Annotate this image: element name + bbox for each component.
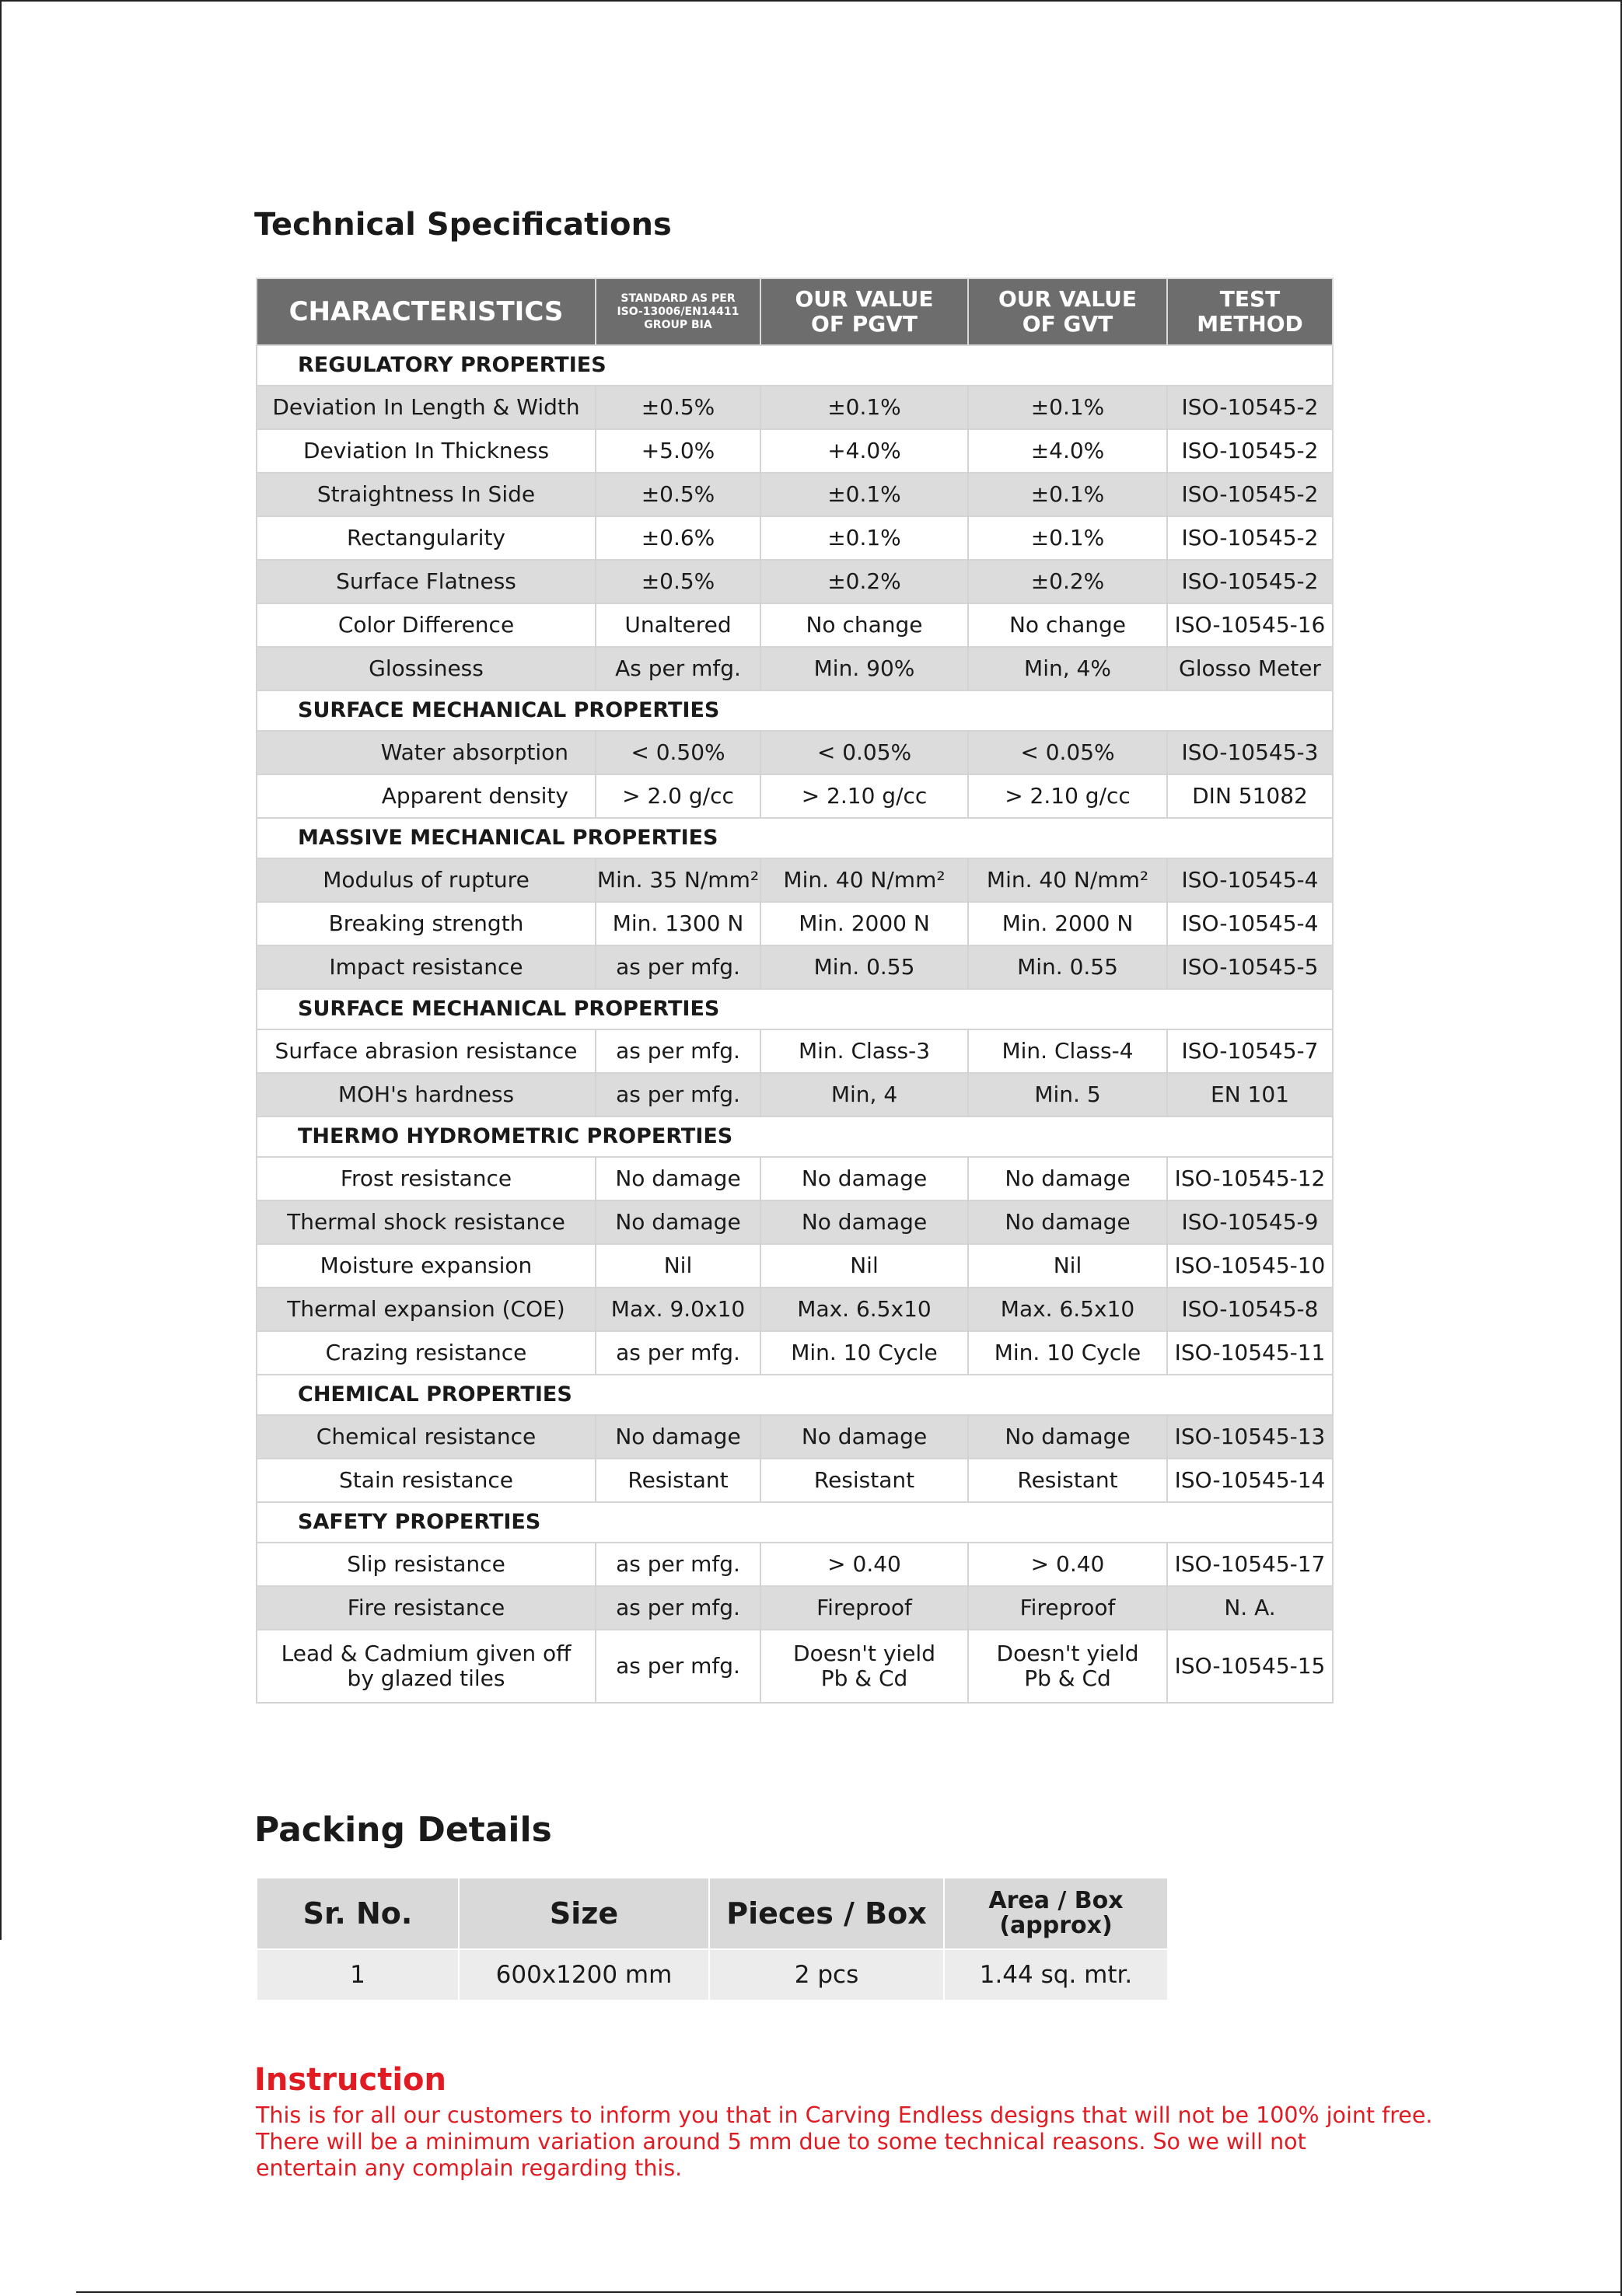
packing-cell: 600x1200 mm [459,1949,709,2001]
cell-pgvt: Resistant [760,1459,968,1502]
cell-characteristic: Straightness In Side [257,473,596,516]
cell-standard: +5.0% [596,429,760,473]
cell-gvt: ±0.1% [968,473,1167,516]
cell-test-method: ISO-10545-2 [1167,429,1333,473]
packing-title: Packing Details [254,1810,552,1850]
spec-row [257,560,1333,603]
spec-row [257,774,1333,818]
header-gvt-line: OF GVT [1022,311,1113,337]
cell-characteristic: Chemical resistance [257,1415,596,1459]
header-standard [596,278,760,345]
spec-row [257,1200,1333,1244]
instruction-line: There will be a minimum variation around 5 mm due to some technical reasons. So we will not [256,2129,1306,2154]
section-header-row [257,345,1333,386]
cell-standard: as per mfg. [596,1586,760,1630]
cell-standard: > 2.0 g/cc [596,774,760,818]
cell-pgvt: ±0.2% [760,560,968,603]
cell-pgvt: +4.0% [760,429,968,473]
cell-gvt: > 2.10 g/cc [968,774,1167,818]
cell-standard: ±0.5% [596,560,760,603]
cell-test-method: ISO-10545-16 [1167,603,1333,647]
cell-test-method: EN 101 [1167,1073,1333,1117]
cell-characteristic: Frost resistance [257,1157,596,1200]
packing-header-cell: Pieces / Box [709,1878,944,1949]
spec-row [257,1543,1333,1586]
header-test-line: METHOD [1197,311,1303,337]
cell-pgvt: Min. 0.55 [760,945,968,989]
cell-standard: Max. 9.0x10 [596,1288,760,1331]
cell-characteristic: Stain resistance [257,1459,596,1502]
header-gvt-line: OUR VALUE [998,286,1137,312]
cell-gvt: Min. 40 N/mm² [968,858,1167,902]
cell-characteristic: Fire resistance [257,1586,596,1630]
section-header-row [257,1117,1333,1157]
cell-test-method: ISO-10545-11 [1167,1331,1333,1375]
page-border-bottom [76,2291,1622,2293]
spec-table-body [257,345,1333,1703]
spec-title: Technical Specifications [254,207,672,243]
cell-gvt: Max. 6.5x10 [968,1288,1167,1331]
cell-gvt: No change [968,603,1167,647]
cell-standard: No damage [596,1200,760,1244]
spec-row [257,1029,1333,1073]
page-border-top [0,0,1622,2]
cell-characteristic: Breaking strength [257,902,596,945]
cell-standard: Resistant [596,1459,760,1502]
packing-header-row [257,1878,1168,1949]
spec-row [257,1157,1333,1200]
cell-pgvt: ±0.1% [760,473,968,516]
cell-gvt: Min. 5 [968,1073,1167,1117]
cell-standard: as per mfg. [596,1331,760,1375]
spec-row [257,1415,1333,1459]
cell-standard: As per mfg. [596,647,760,690]
spec-row [257,603,1333,647]
cell-characteristic: Glossiness [257,647,596,690]
cell-test-method: ISO-10545-10 [1167,1244,1333,1288]
cell-test-method: ISO-10545-15 [1167,1630,1333,1703]
cell-standard: Min. 1300 N [596,902,760,945]
section-title: THERMO HYDROMETRIC PROPERTIES [257,1117,1333,1157]
header-pgvt [760,278,968,345]
cell-pgvt: ±0.1% [760,386,968,429]
cell-standard: ±0.5% [596,386,760,429]
spec-row [257,1288,1333,1331]
cell-characteristic: MOH's hardness [257,1073,596,1117]
cell-characteristic: Slip resistance [257,1543,596,1586]
cell-characteristic: Water absorption [257,731,596,774]
cell-standard: No damage [596,1415,760,1459]
cell-gvt: ±0.2% [968,560,1167,603]
cell-pgvt: < 0.05% [760,731,968,774]
cell-characteristic: Thermal shock resistance [257,1200,596,1244]
cell-characteristic: Surface abrasion resistance [257,1029,596,1073]
cell-standard: as per mfg. [596,1630,760,1703]
cell-gvt: > 0.40 [968,1543,1167,1586]
section-title: SAFETY PROPERTIES [257,1502,1333,1543]
cell-test-method: N. A. [1167,1586,1333,1630]
cell-pgvt: Min. 40 N/mm² [760,858,968,902]
cell-test-method: ISO-10545-7 [1167,1029,1333,1073]
header-characteristics: CHARACTERISTICS [257,278,596,345]
cell-gvt: Min. 0.55 [968,945,1167,989]
section-header-row [257,690,1333,731]
cell-test-method: ISO-10545-5 [1167,945,1333,989]
cell-test-method: ISO-10545-2 [1167,516,1333,560]
section-title: CHEMICAL PROPERTIES [257,1375,1333,1415]
spec-row [257,731,1333,774]
section-header-row [257,1502,1333,1543]
cell-test-method: Glosso Meter [1167,647,1333,690]
instruction-line: This is for all our customers to inform you that in Carving Endless designs that will not be 100% joint free. [256,2102,1433,2128]
cell-gvt: No damage [968,1157,1167,1200]
section-title: MASSIVE MECHANICAL PROPERTIES [257,818,1333,858]
cell-characteristic: Deviation In Thickness [257,429,596,473]
spec-row [257,1630,1333,1703]
cell-test-method: ISO-10545-4 [1167,858,1333,902]
spec-row [257,429,1333,473]
spec-row [257,945,1333,989]
cell-pgvt: Fireproof [760,1586,968,1630]
section-title: REGULATORY PROPERTIES [257,345,1333,386]
header-pgvt-line: OF PGVT [811,311,918,337]
cell-pgvt: > 0.40 [760,1543,968,1586]
cell-pgvt: Min. 90% [760,647,968,690]
packing-header-cell: Sr. No. [257,1878,459,1949]
cell-test-method: ISO-10545-2 [1167,386,1333,429]
cell-test-method: ISO-10545-13 [1167,1415,1333,1459]
cell-characteristic: Deviation In Length & Width [257,386,596,429]
cell-pgvt: Min. Class-3 [760,1029,968,1073]
packing-cell: 1 [257,1949,459,2001]
header-pgvt-line: OUR VALUE [795,286,934,312]
cell-gvt: ±0.1% [968,516,1167,560]
spec-row [257,516,1333,560]
section-header-row [257,818,1333,858]
cell-test-method: ISO-10545-2 [1167,560,1333,603]
cell-pgvt: No damage [760,1415,968,1459]
cell-characteristic: Surface Flatness [257,560,596,603]
section-header-row [257,989,1333,1029]
spec-table-header [257,278,1333,345]
cell-gvt: Min, 4% [968,647,1167,690]
packing-table [256,1877,1169,2001]
spec-row [257,858,1333,902]
cell-pgvt: ±0.1% [760,516,968,560]
packing-header-cell: Area / Box (approx) [944,1878,1168,1949]
cell-characteristic: Moisture expansion [257,1244,596,1288]
instruction-title: Instruction [254,2062,446,2098]
cell-characteristic: Color Difference [257,603,596,647]
cell-pgvt: Doesn't yield Pb & Cd [760,1630,968,1703]
cell-standard: as per mfg. [596,1543,760,1586]
cell-standard: as per mfg. [596,945,760,989]
spec-row [257,386,1333,429]
cell-test-method: ISO-10545-3 [1167,731,1333,774]
header-standard-line: STANDARD AS PER [620,292,736,305]
cell-characteristic: Thermal expansion (COE) [257,1288,596,1331]
cell-standard: ±0.5% [596,473,760,516]
cell-standard: < 0.50% [596,731,760,774]
section-title: SURFACE MECHANICAL PROPERTIES [257,989,1333,1029]
cell-gvt: Min. 2000 N [968,902,1167,945]
cell-gvt: No damage [968,1200,1167,1244]
cell-characteristic: Crazing resistance [257,1331,596,1375]
cell-gvt: < 0.05% [968,731,1167,774]
cell-test-method: ISO-10545-8 [1167,1288,1333,1331]
spec-row [257,902,1333,945]
cell-characteristic: Rectangularity [257,516,596,560]
instruction-line: entertain any complain regarding this. [256,2155,683,2181]
header-gvt [968,278,1167,345]
cell-gvt: Min. Class-4 [968,1029,1167,1073]
cell-pgvt: Max. 6.5x10 [760,1288,968,1331]
cell-characteristic: Modulus of rupture [257,858,596,902]
cell-standard: Unaltered [596,603,760,647]
cell-test-method: ISO-10545-17 [1167,1543,1333,1586]
cell-test-method: ISO-10545-12 [1167,1157,1333,1200]
packing-cell: 2 pcs [709,1949,944,2001]
cell-characteristic: Apparent density [257,774,596,818]
spec-table [256,278,1334,1704]
packing-row [257,1949,1168,2001]
cell-standard: No damage [596,1157,760,1200]
cell-test-method: DIN 51082 [1167,774,1333,818]
spec-row [257,1459,1333,1502]
header-standard-line: ISO-13006/EN14411 [617,305,739,318]
cell-characteristic: Impact resistance [257,945,596,989]
cell-standard: as per mfg. [596,1073,760,1117]
packing-header-cell: Size [459,1878,709,1949]
spec-row [257,1244,1333,1288]
packing-table-body [257,1949,1168,2001]
spec-row [257,1586,1333,1630]
cell-pgvt: No damage [760,1200,968,1244]
cell-pgvt: Min, 4 [760,1073,968,1117]
cell-test-method: ISO-10545-9 [1167,1200,1333,1244]
cell-pgvt: Nil [760,1244,968,1288]
cell-test-method: ISO-10545-2 [1167,473,1333,516]
spec-row [257,473,1333,516]
cell-gvt: ±4.0% [968,429,1167,473]
spec-row [257,1073,1333,1117]
packing-cell: 1.44 sq. mtr. [944,1949,1168,2001]
header-test-method [1167,278,1333,345]
spec-row [257,647,1333,690]
cell-test-method: ISO-10545-4 [1167,902,1333,945]
cell-gvt: Doesn't yield Pb & Cd [968,1630,1167,1703]
header-standard-line: GROUP BIA [644,318,712,331]
cell-test-method: ISO-10545-14 [1167,1459,1333,1502]
cell-standard: as per mfg. [596,1029,760,1073]
cell-standard: Min. 35 N/mm² [596,858,760,902]
cell-pgvt: Min. 10 Cycle [760,1331,968,1375]
cell-gvt: ±0.1% [968,386,1167,429]
section-header-row [257,1375,1333,1415]
cell-pgvt: No damage [760,1157,968,1200]
cell-pgvt: > 2.10 g/cc [760,774,968,818]
cell-gvt: No damage [968,1415,1167,1459]
cell-gvt: Nil [968,1244,1167,1288]
cell-pgvt: Min. 2000 N [760,902,968,945]
cell-gvt: Resistant [968,1459,1167,1502]
cell-standard: ±0.6% [596,516,760,560]
page-border-left [0,0,2,1940]
cell-gvt: Min. 10 Cycle [968,1331,1167,1375]
cell-pgvt: No change [760,603,968,647]
header-test-line: TEST [1219,286,1281,312]
cell-standard: Nil [596,1244,760,1288]
cell-gvt: Fireproof [968,1586,1167,1630]
cell-characteristic: Lead & Cadmium given off by glazed tiles [257,1630,596,1703]
spec-row [257,1331,1333,1375]
section-title: SURFACE MECHANICAL PROPERTIES [257,690,1333,731]
